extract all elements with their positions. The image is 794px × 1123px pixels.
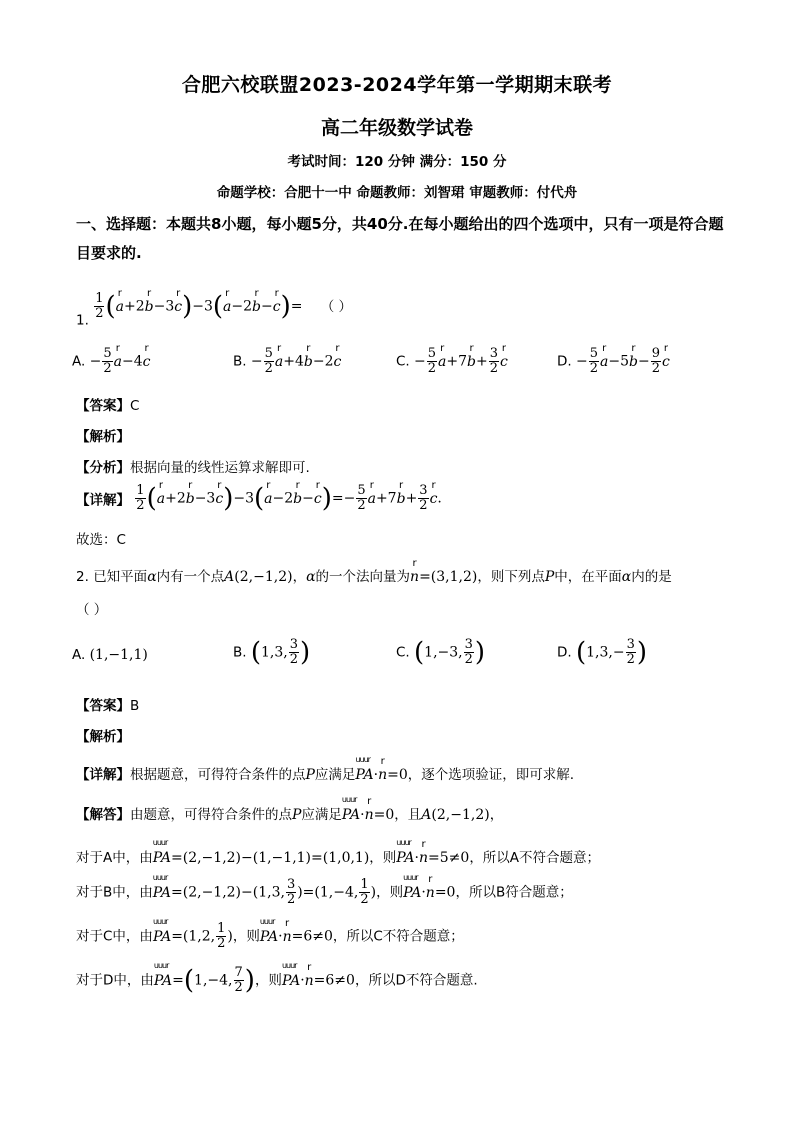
q1-analysis-label: 【解析】 [76,429,130,445]
q2-option-a: A. (1,−1,1) [72,647,148,663]
q2-blank: （ ） [76,602,108,618]
exam-title: 合肥六校联盟2023-2024学年第一学期期末联考 [181,74,613,96]
q1-number: 1. [76,312,89,329]
exam-subtitle: 高二年级数学试卷 [320,117,473,139]
q2-option-d: D. (1,3,− $\frac{3}{2}$ ) [557,637,648,668]
section-heading: 一、选择题：本题共8小题，每小题5分，共40分.在每小题给出的四个选项中，只有一项是符合题目要求的. [76,215,724,262]
exam-info: 考试时间：120 分钟 满分：150 分 [287,154,507,170]
q2-detail: 【详解】根据题意，可得符合条件的点P应满足uuur PA·r n=0，逐个选项验证，即可求解. [76,763,574,783]
q2-check-b: 对于B中，由uuur PA=(2,−1,2)−(1,3, $\frac{3}{2}$ )=(1,−4, $\frac{1}{2}$ )，则uuur PA·r n=0，所以B符合题意； [76,878,573,907]
q2-answer: 【答案】B [76,698,140,714]
q1-fenxi: 【分析】根据向量的线性运算求解即可. [76,460,310,476]
q1-option-b: B. − $\frac{5}{2}$ r a+4r b−2r c [233,347,341,376]
q1-answer-value: C [130,398,140,414]
q1-answer: 【答案】C [76,398,140,414]
q1-option-c: C. − $\frac{5}{2}$ r a+7r b+ $\frac{3}{2}$ r c [396,347,508,376]
q2-jieda: 【解答】由题意，可得符合条件的点P应满足uuur PA·r n=0，且A(2,−1,2)， [76,803,503,823]
q1-blank: （ ） [320,298,353,315]
exam-authors: 命题学校：合肥十一中 命题教师：刘智珺 审题教师：付代舟 [216,185,578,201]
q1-stem: 1. $\frac{1}{2}$ (r a+2r b−3r c)−3(r a−2r b−r c)= （ ） [76,292,352,329]
q1-option-d: D. − $\frac{5}{2}$ r a−5r b− $\frac{9}{2}$ r c [557,347,670,376]
q2-analysis-label: 【解析】 [76,729,130,745]
q2-check-d: 对于D中，由uuur PA=(1,−4, $\frac{7}{2}$ )，则uuur PA·r n=6≠0，所以D不符合题意. [76,966,478,995]
q2-stem: 2. 已知平面α内有一个点A(2,−1,2)，α的一个法向量为r n=(3,1,2)，则下列点P中，在平面α内的是 [76,565,672,585]
q1-detail: 【详解】 $\frac{1}{2}$ (r a+2r b−3r c)−3(r a−2r b−r c)=− $\frac{5}{2}$ r a+7r b+ $\frac{3}{2}$ r c. [76,484,442,513]
q2-check-a: 对于A中，由uuur PA=(2,−1,2)−(1,−1,1)=(1,0,1)，则uuur PA·r n=5≠0，所以A不符合题意； [76,846,600,866]
q2-answer-value: B [130,698,140,714]
q1-option-a: A. − $\frac{5}{2}$ r a−4r c [72,347,150,376]
q2-check-c: 对于C中，由uuur PA=(1,2, $\frac{1}{2}$ )，则uuur PA·r n=6≠0，所以C不符合题意； [76,922,464,951]
q2-option-b: B. (1,3, $\frac{3}{2}$ ) [233,637,311,668]
q2-option-c: C. (1,−3, $\frac{3}{2}$ ) [396,637,486,668]
q1-choose: 故选：C [76,532,126,548]
